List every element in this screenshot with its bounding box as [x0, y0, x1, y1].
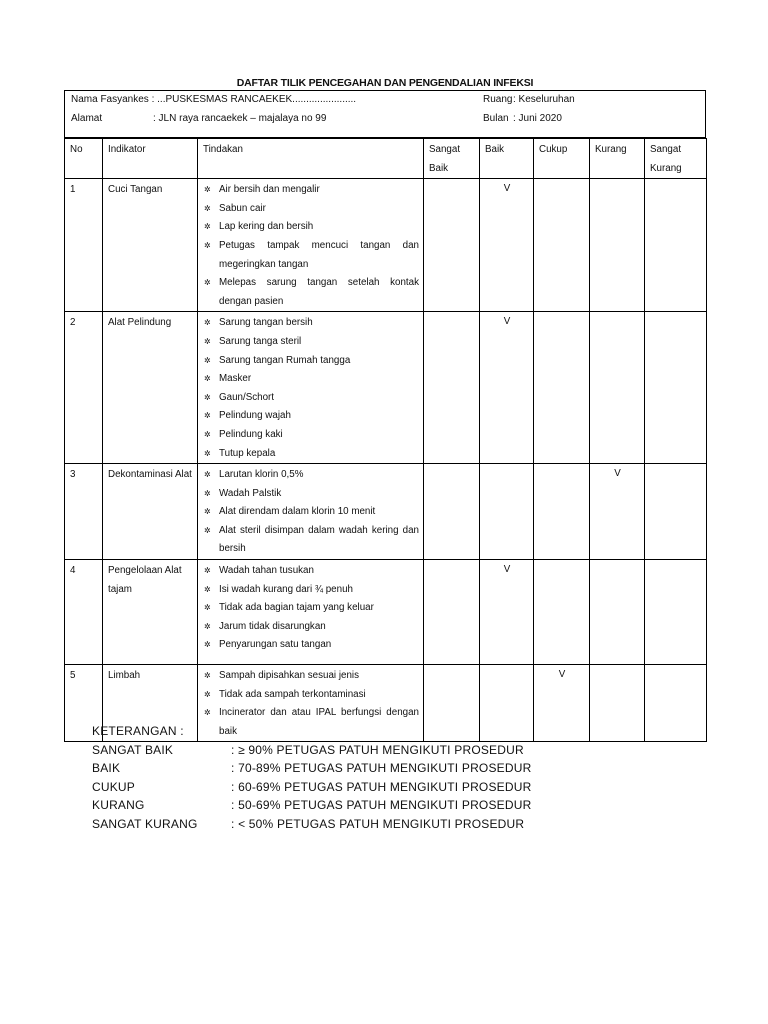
action-item	[203, 485, 419, 504]
col-action: Tindakan	[198, 139, 424, 179]
col-less: Kurang	[590, 139, 645, 179]
rating-cell-good	[480, 464, 534, 560]
rating-cell-enough	[534, 312, 590, 464]
address-value: : JLN raya rancaekek – majalaya no 99	[153, 113, 327, 124]
action-text: Sampah dipisahkan sesuai jenis	[219, 670, 359, 682]
row-actions	[198, 665, 424, 742]
action-item	[203, 407, 419, 426]
bullet-icon: ✲	[204, 621, 211, 631]
legend-key: BAIK	[92, 761, 121, 775]
row-number: 1	[65, 179, 103, 312]
table-row	[65, 560, 707, 665]
month-label: Bulan	[483, 113, 509, 124]
action-text: Air bersih dan mengalir	[219, 184, 320, 196]
action-item	[203, 333, 419, 352]
action-item	[203, 522, 419, 559]
bullet-icon: ✲	[204, 603, 211, 613]
rating-cell-very-good	[424, 560, 480, 665]
legend-value: : ≥ 90% PETUGAS PATUH MENGIKUTI PROSEDUR	[231, 742, 524, 757]
legend-heading: KETERANGAN :	[92, 724, 184, 738]
table-row	[65, 312, 707, 464]
row-actions	[198, 179, 424, 312]
action-item	[203, 618, 419, 637]
rating-cell-enough	[534, 665, 590, 742]
legend-item	[92, 815, 525, 834]
rating-cell-very-less	[645, 464, 707, 560]
action-item	[203, 581, 419, 600]
bullet-icon: ✲	[204, 708, 211, 718]
row-actions	[198, 312, 424, 464]
col-enough: Cukup	[534, 139, 590, 179]
legend-item	[92, 796, 532, 815]
col-good: Baik	[480, 139, 534, 179]
legend-item	[92, 759, 532, 778]
row-number: 2	[65, 312, 103, 464]
action-item	[203, 503, 419, 522]
action-item	[203, 200, 419, 219]
rating-cell-good	[480, 312, 534, 464]
rating-cell-very-good	[424, 179, 480, 312]
checklist-table	[64, 138, 707, 742]
action-text: Wadah Palstik	[219, 487, 282, 499]
legend-list	[92, 741, 532, 834]
legend-item	[92, 741, 524, 760]
rating-cell-less	[590, 560, 645, 665]
row-indicator: Cuci Tangan	[103, 179, 198, 312]
action-text: Pelindung wajah	[219, 410, 291, 422]
action-item	[203, 352, 419, 371]
check-mark: V	[503, 316, 511, 328]
address-label: Alamat	[71, 113, 103, 124]
row-number: 3	[65, 464, 103, 560]
action-text: Wadah tahan tusukan	[219, 565, 314, 577]
month-value: : Juni 2020	[513, 113, 562, 124]
legend-key: SANGAT BAIK	[92, 742, 174, 757]
table-row	[65, 464, 707, 560]
row-indicator: Limbah	[103, 665, 198, 742]
action-item	[203, 686, 419, 705]
action-item	[203, 314, 419, 333]
action-item	[203, 218, 419, 237]
rating-cell-very-less	[645, 179, 707, 312]
bullet-icon: ✲	[204, 448, 211, 458]
bullet-icon: ✲	[204, 411, 211, 421]
action-item	[203, 466, 419, 485]
room-label: Ruang	[483, 94, 513, 105]
rating-cell-good	[480, 560, 534, 665]
rating-cell-very-less	[645, 665, 707, 742]
action-text: Pelindung kaki	[219, 428, 283, 440]
bullet-icon: ✲	[204, 355, 211, 365]
action-text: Lap kering dan bersih	[219, 221, 314, 233]
bullet-icon: ✲	[204, 374, 211, 384]
col-indicator: Indikator	[103, 139, 198, 179]
row-actions	[198, 464, 424, 560]
table-header-row	[65, 139, 707, 179]
col-very-good: Sangat Baik	[424, 139, 480, 179]
action-item	[203, 562, 419, 581]
row-indicator: Pengelolaan Alat tajam	[103, 560, 198, 665]
row-indicator: Alat Pelindung	[103, 312, 198, 464]
action-text: Tidak ada bagian tajam yang keluar	[219, 602, 374, 614]
action-text: Masker	[219, 373, 252, 385]
action-item	[203, 237, 419, 274]
action-text: Melepas sarung tangan setelah kontak dengan pasien	[219, 277, 419, 307]
check-mark: V	[614, 468, 621, 480]
bullet-icon: ✲	[204, 689, 211, 699]
rating-cell-good	[480, 179, 534, 312]
bullet-icon: ✲	[204, 566, 211, 576]
rating-cell-enough	[534, 464, 590, 560]
legend-key: CUKUP	[92, 779, 136, 794]
rating-cell-less	[590, 312, 645, 464]
check-mark: V	[558, 669, 566, 681]
action-text: Tidak ada sampah terkontaminasi	[219, 688, 366, 700]
legend-value: : 70-89% PETUGAS PATUH MENGIKUTI PROSEDUR	[231, 761, 532, 775]
col-very-less: Sangat Kurang	[645, 139, 707, 179]
rating-cell-less	[590, 665, 645, 742]
bullet-icon: ✲	[204, 584, 211, 594]
col-no: No	[65, 139, 103, 179]
action-text: Sarung tanga steril	[219, 335, 302, 347]
bullet-icon: ✲	[204, 185, 211, 195]
facility-name: Nama Fasyankes : ...PUSKESMAS RANCAEKEK.......................	[71, 94, 357, 105]
action-text: Alat direndam dalam klorin 10 menit	[219, 506, 376, 518]
bullet-icon: ✲	[204, 671, 211, 681]
action-item	[203, 426, 419, 445]
table-body	[65, 179, 707, 742]
check-mark: V	[503, 183, 511, 195]
row-number: 5	[65, 665, 103, 742]
action-text: Alat steril disimpan dalam wadah kering dan bersih	[219, 524, 419, 555]
action-text: Jarum tidak disarungkan	[219, 620, 326, 632]
action-text: Sarung tangan Rumah tangga	[219, 354, 351, 366]
row-indicator: Dekontaminasi Alat	[103, 464, 198, 560]
bullet-icon: ✲	[204, 470, 211, 480]
bullet-icon: ✲	[204, 488, 211, 498]
rating-cell-very-good	[424, 464, 480, 560]
bullet-icon: ✲	[204, 240, 211, 250]
legend-value: : 60-69% PETUGAS PATUH MENGIKUTI PROSEDUR	[231, 779, 532, 794]
action-item	[203, 704, 419, 741]
bullet-icon: ✲	[204, 392, 211, 402]
table-row	[65, 179, 707, 312]
legend-value: : < 50% PETUGAS PATUH MENGIKUTI PROSEDUR	[231, 816, 525, 831]
room-value: : Keseluruhan	[513, 94, 575, 105]
bullet-icon: ✲	[204, 507, 211, 517]
bullet-icon: ✲	[204, 429, 211, 439]
rating-cell-less	[590, 464, 645, 560]
rating-cell-very-good	[424, 665, 480, 742]
rating-cell-very-less	[645, 560, 707, 665]
legend-key: SANGAT KURANG	[92, 816, 198, 831]
rating-cell-good	[480, 665, 534, 742]
rating-cell-very-less	[645, 312, 707, 464]
action-text: Sabun cair	[219, 202, 266, 214]
document-title: DAFTAR TILIK PENCEGAHAN DAN PENGENDALIAN INFEKSI	[236, 77, 534, 89]
header-box	[64, 90, 706, 138]
rating-cell-less	[590, 179, 645, 312]
action-item	[203, 389, 419, 408]
action-text: Penyarungan satu tangan	[219, 639, 332, 651]
legend-item	[92, 778, 532, 797]
action-item	[203, 370, 419, 389]
action-text: Incinerator dan atau IPAL berfungsi dengan baik	[219, 707, 419, 737]
action-item	[203, 599, 419, 618]
bullet-icon: ✲	[204, 525, 211, 535]
action-item	[203, 667, 419, 686]
legend-key: KURANG	[92, 798, 145, 812]
action-text: Petugas tampak mencuci tangan dan megeringkan tangan	[219, 239, 419, 270]
bullet-icon: ✲	[204, 336, 211, 346]
action-text: Gaun/Schort	[219, 391, 275, 403]
bullet-icon: ✲	[204, 640, 211, 650]
action-text: Tutup kepala	[219, 447, 276, 459]
bullet-icon: ✲	[204, 318, 211, 328]
rating-cell-very-good	[424, 312, 480, 464]
action-text: Sarung tangan bersih	[219, 317, 313, 329]
action-item	[203, 274, 419, 311]
rating-cell-enough	[534, 179, 590, 312]
action-text: Larutan klorin 0,5%	[219, 469, 304, 481]
row-actions	[198, 560, 424, 665]
legend-value: : 50-69% PETUGAS PATUH MENGIKUTI PROSEDUR	[231, 798, 532, 812]
check-mark: V	[503, 564, 511, 576]
row-number: 4	[65, 560, 103, 665]
action-item	[203, 636, 419, 655]
bullet-icon: ✲	[204, 278, 211, 288]
action-item	[203, 445, 419, 464]
action-item	[203, 181, 419, 200]
bullet-icon: ✲	[204, 222, 211, 232]
bullet-icon: ✲	[204, 203, 211, 213]
action-text: Isi wadah kurang dari ¾ penuh	[219, 583, 353, 595]
rating-cell-enough	[534, 560, 590, 665]
